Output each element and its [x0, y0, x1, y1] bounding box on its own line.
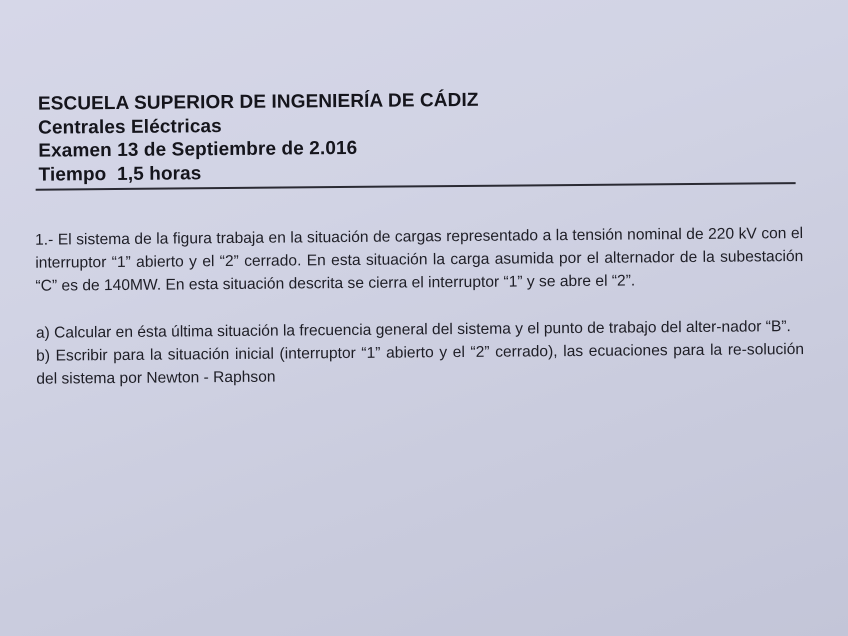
exam-date: Examen 13 de Septiembre de 2.016 — [38, 137, 358, 162]
school-name: ESCUELA SUPERIOR DE INGENIERÍA DE CÁDIZ — [37, 89, 479, 115]
course-name: Centrales Eléctricas — [38, 115, 222, 139]
question-1 — [35, 222, 804, 391]
exam-header — [38, 86, 799, 187]
question-part-b: b) Escribir para la situación inicial (interruptor “1” abierto y el “2” cerrado), las ecuaciones para la re-solución del sistema por Newton - Raphson — [36, 340, 805, 388]
exam-duration: Tiempo 1,5 horas — [38, 162, 202, 186]
question-statement: 1.- El sistema de la figura trabaja en la situación de cargas representado a la tensión nominal de 220 kV con el interruptor “1” abierto y el “2” cerrado. En esta situación la carga asumida por el alternador de la subestación “C” es de 140MW. En esta situación descrita se cierra el interruptor “1” y se abre el “2”. — [35, 225, 804, 296]
question-part-a: a) Calcular en ésta última situación la frecuencia general del sistema y el punto de trabajo del alter-nador “B”. — [35, 317, 791, 342]
